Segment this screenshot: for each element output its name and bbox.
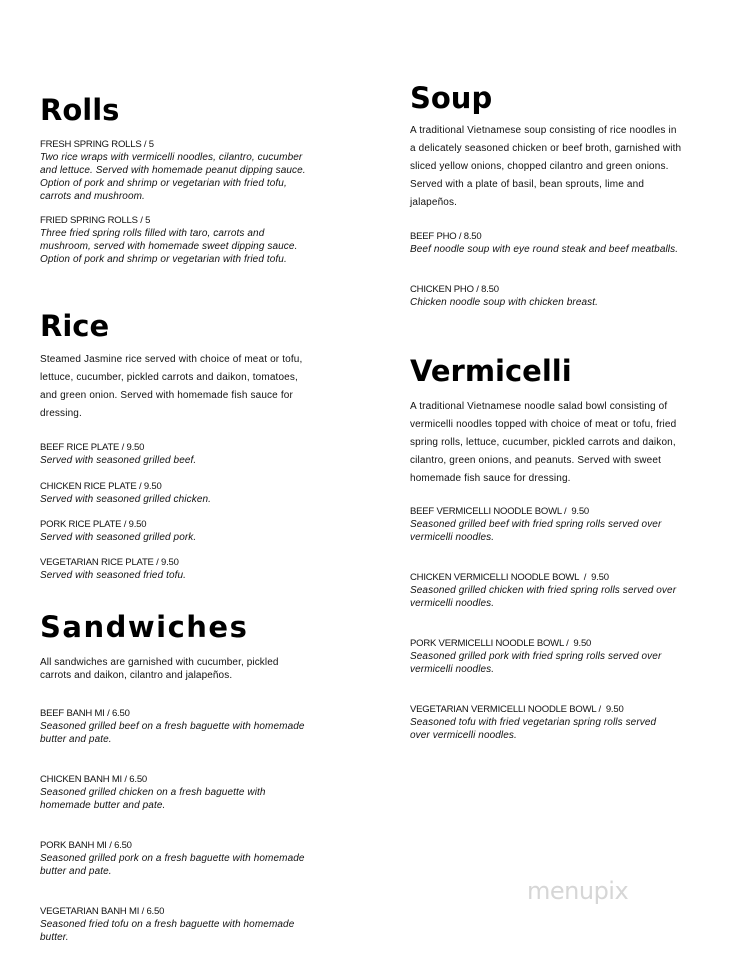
item-desc-line: vermicelli noodles.: [410, 598, 495, 609]
vermicelli-item-pork: [410, 638, 661, 676]
item-desc-line: butter and pate.: [40, 734, 112, 745]
intro-line: Served with a plate of basil, bean sprouts, lime and: [410, 179, 645, 190]
item-name: PORK BANH MI / 6.50: [40, 840, 132, 851]
item-desc-line: Seasoned tofu with fried vegetarian spring rolls served: [410, 717, 657, 728]
vermicelli-item-vegetarian: [410, 704, 656, 742]
item-name: CHICKEN PHO / 8.50: [410, 284, 499, 295]
rice-heading: Rice: [40, 309, 110, 343]
item-desc-line: butter and pate.: [40, 866, 112, 877]
intro-line: jalapeños.: [410, 197, 458, 208]
item-desc-line: Seasoned grilled beef with fried spring rolls served over: [410, 519, 662, 530]
item-desc-line: vermicelli noodles.: [410, 664, 495, 675]
item-name: BEEF PHO / 8.50: [410, 231, 482, 242]
sandwich-item-vegetarian: [40, 906, 294, 944]
intro-line: cilantro, green onions, and peanuts. Served with sweet: [410, 455, 662, 466]
item-desc-line: Three fried spring rolls filled with taro, carrots and: [40, 228, 265, 239]
sandwiches-intro: [40, 656, 279, 682]
intro-line: lettuce, cucumber, pickled carrots and daikon, tomatoes,: [40, 372, 298, 383]
soup-heading-block: [410, 81, 493, 115]
menupix-watermark: menupix: [527, 877, 629, 905]
soup-intro: [410, 122, 681, 212]
item-desc-line: mushroom, served with homemade sweet dipping sauce.: [40, 241, 298, 252]
item-name: PORK RICE PLATE / 9.50: [40, 519, 147, 530]
rolls-item-fresh: [40, 139, 306, 203]
item-name: BEEF BANH MI / 6.50: [40, 708, 130, 719]
intro-line: and green onion. Served with homemade fish sauce for: [40, 390, 293, 401]
item-desc-line: Seasoned grilled pork on a fresh baguette with homemade: [40, 853, 305, 864]
intro-line: dressing.: [40, 408, 82, 419]
item-desc-line: Two rice wraps with vermicelli noodles, cilantro, cucumber: [40, 152, 303, 163]
item-desc-line: Served with seasoned grilled beef.: [40, 455, 197, 466]
vermicelli-heading: Vermicelli: [410, 354, 572, 388]
item-desc-line: Option of pork and shrimp or vegetarian with fried tofu.: [40, 254, 287, 265]
item-name: CHICKEN VERMICELLI NOODLE BOWL / 9.50: [410, 572, 609, 583]
item-desc-line: Served with seasoned fried tofu.: [40, 570, 187, 581]
intro-line: Steamed Jasmine rice served with choice of meat or tofu,: [40, 354, 303, 365]
rice-item-chicken: [40, 481, 211, 506]
intro-line: vermicelli noodles topped with choice of meat or tofu, fried: [410, 419, 677, 430]
sandwiches-heading: Sandwiches: [40, 610, 249, 644]
item-desc-line: Served with seasoned grilled pork.: [40, 532, 197, 543]
item-name: CHICKEN RICE PLATE / 9.50: [40, 481, 162, 492]
sandwich-item-pork: [40, 840, 305, 878]
intro-line: spring rolls, lettuce, cucumber, pickled carrots and daikon,: [410, 437, 676, 448]
intro-line: All sandwiches are garnished with cucumber, pickled: [40, 657, 279, 668]
item-desc-line: and lettuce. Served with homemade peanut dipping sauce.: [40, 165, 306, 176]
item-desc-line: over vermicelli noodles.: [410, 730, 517, 741]
item-name: PORK VERMICELLI NOODLE BOWL / 9.50: [410, 638, 592, 649]
intro-line: a delicately seasoned chicken or beef broth, garnished with: [410, 143, 682, 154]
rice-item-vegetarian: [40, 557, 186, 582]
sandwiches-heading-block: [40, 610, 249, 644]
item-desc-line: butter.: [40, 932, 69, 943]
rice-heading-block: [40, 309, 110, 343]
item-name: CHICKEN BANH MI / 6.50: [40, 774, 147, 785]
item-desc-line: Seasoned fried tofu on a fresh baguette with homemade: [40, 919, 295, 930]
soup-heading: Soup: [410, 81, 493, 115]
item-name: VEGETARIAN VERMICELLI NOODLE BOWL / 9.50: [410, 704, 624, 715]
soup-item-beef: [410, 231, 678, 256]
item-desc-line: Beef noodle soup with eye round steak and beef meatballs.: [410, 244, 679, 255]
vermicelli-intro: [410, 398, 676, 488]
rice-intro: [40, 351, 302, 423]
rice-item-pork: [40, 519, 196, 544]
item-name: FRIED SPRING ROLLS / 5: [40, 215, 151, 226]
item-desc-line: Seasoned grilled chicken with fried spring rolls served over: [410, 585, 677, 596]
item-desc-line: vermicelli noodles.: [410, 532, 495, 543]
intro-line: carrots and daikon, cilantro and jalapeños.: [40, 670, 233, 681]
vermicelli-heading-block: [410, 354, 572, 388]
intro-line: homemade fish sauce for dressing.: [410, 473, 571, 484]
item-desc-line: Chicken noodle soup with chicken breast.: [410, 297, 598, 308]
intro-line: A traditional Vietnamese noodle salad bowl consisting of: [410, 401, 668, 412]
item-name: FRESH SPRING ROLLS / 5: [40, 139, 154, 150]
item-desc-line: Option of pork and shrimp or vegetarian with fried tofu,: [40, 178, 287, 189]
item-name: VEGETARIAN RICE PLATE / 9.50: [40, 557, 179, 568]
soup-item-chicken: [410, 284, 598, 309]
item-desc-line: Served with seasoned grilled chicken.: [40, 494, 212, 505]
vermicelli-item-chicken: [410, 572, 676, 610]
sandwich-item-chicken: [40, 774, 266, 812]
vermicelli-item-beef: [410, 506, 661, 544]
item-desc-line: carrots and mushroom.: [40, 191, 145, 202]
intro-line: sliced yellow onions, chopped cilantro and green onions.: [410, 161, 669, 172]
item-name: BEEF VERMICELLI NOODLE BOWL / 9.50: [410, 506, 590, 517]
item-desc-line: homemade butter and pate.: [40, 800, 166, 811]
rice-item-beef: [40, 442, 196, 467]
rolls-heading: Rolls: [40, 93, 120, 127]
sandwich-item-beef: [40, 708, 305, 746]
item-name: VEGETARIAN BANH MI / 6.50: [40, 906, 165, 917]
item-desc-line: Seasoned grilled pork with fried spring rolls served over: [410, 651, 662, 662]
item-name: BEEF RICE PLATE / 9.50: [40, 442, 145, 453]
rolls-heading-block: [40, 93, 120, 127]
item-desc-line: Seasoned grilled beef on a fresh baguette with homemade: [40, 721, 305, 732]
rolls-item-fried: [40, 215, 297, 266]
item-desc-line: Seasoned grilled chicken on a fresh baguette with: [40, 787, 266, 798]
intro-line: A traditional Vietnamese soup consisting of rice noodles in: [410, 125, 677, 136]
